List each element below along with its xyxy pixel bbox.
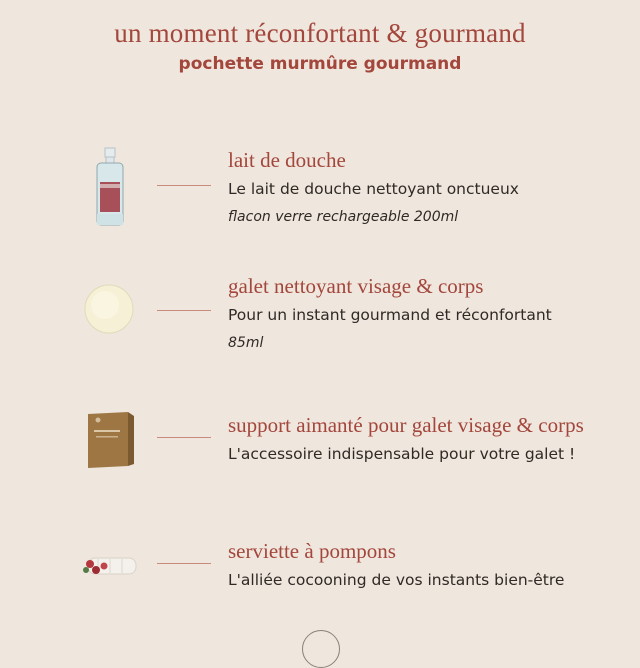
product-description: L'accessoire indispensable pour votre galet !: [228, 445, 576, 463]
product-description: Pour un instant gourmand et réconfortant: [228, 306, 552, 324]
glass-bottle-icon: [92, 144, 128, 224]
product-name: serviette à pompons: [228, 539, 396, 563]
towel-icon: [82, 554, 140, 578]
brand-seal-icon: [302, 630, 340, 668]
product-description: Le lait de douche nettoyant onctueux: [228, 180, 519, 198]
product-description: L'alliée cocooning de vos instants bien-être: [228, 571, 565, 589]
product-name: galet nettoyant visage & corps: [228, 274, 484, 298]
header: [0, 16, 640, 76]
page-subtitle: pochette murmûre gourmand: [178, 54, 462, 74]
soap-bar-icon: [84, 284, 134, 334]
product-text: [228, 273, 633, 352]
page-title: un moment réconfortant & gourmand: [114, 18, 526, 48]
product-name: support aimanté pour galet visage & corps: [228, 413, 584, 437]
connector-line: [157, 310, 211, 311]
product-text: [228, 538, 633, 590]
product-text: [228, 147, 633, 226]
product-text: [228, 412, 633, 464]
connector-line: [157, 563, 211, 564]
product-detail: flacon verre rechargeable 200ml: [228, 209, 459, 225]
product-detail: 85ml: [228, 335, 264, 351]
product-name: lait de douche: [228, 148, 346, 172]
connector-line: [157, 185, 211, 186]
soap-holder-box-icon: [84, 408, 138, 470]
connector-line: [157, 437, 211, 438]
